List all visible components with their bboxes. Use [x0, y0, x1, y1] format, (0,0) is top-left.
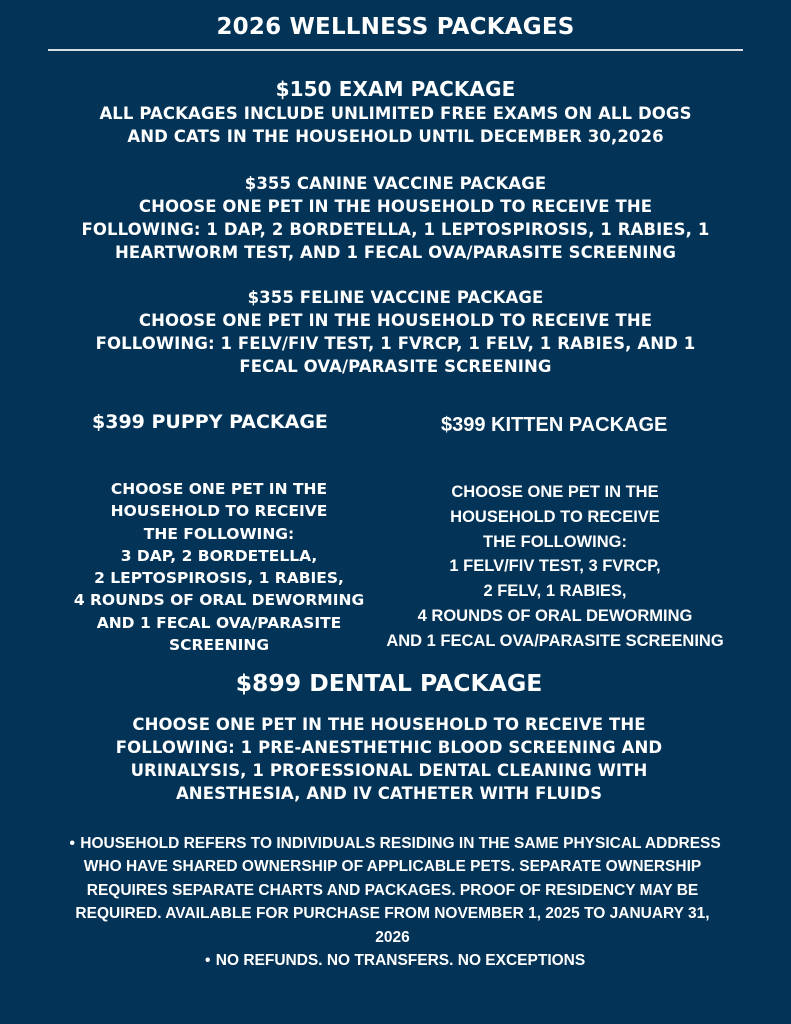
kitten-package-line: 1 FELV/FIV TEST, 3 FVRCP, [449, 557, 661, 576]
feline-package [0, 286, 791, 378]
dental-package-line: CHOOSE ONE PET IN THE HOUSEHOLD TO RECEIVE THE [132, 715, 646, 734]
feline-package-line: FOLLOWING: 1 FELV/FIV TEST, 1 FVRCP, 1 FELV, 1 RABIES, AND 1 [95, 334, 696, 353]
exam-package [0, 76, 791, 148]
bullet-icon: • [205, 952, 211, 970]
puppy-package-line: SCREENING [168, 636, 270, 655]
dental-package-details [0, 713, 778, 805]
dental-package-heading: $899 DENTAL PACKAGE [235, 669, 543, 697]
household-note-line: 2026 [375, 928, 410, 946]
puppy-package-line: 2 LEPTOSPIROSIS, 1 RABIES, [94, 569, 344, 588]
household-note-line [20, 832, 765, 855]
household-note-line: WHO HAVE SHARED OWNERSHIP OF APPLICABLE PETS. SEPARATE OWNERSHIP [83, 858, 702, 876]
bullet-icon: • [69, 835, 75, 852]
puppy-package-line: 3 DAP, 2 BORDETELLA, [120, 546, 318, 565]
dental-package-line: ANESTHESIA, AND IV CATHETER WITH FLUIDS [175, 784, 603, 803]
refunds-note-text: NO REFUNDS. NO TRANSFERS. NO EXCEPTIONS [215, 952, 586, 970]
kitten-package-line: AND 1 FECAL OVA/PARASITE SCREENING [386, 631, 724, 650]
exam-package-line: ALL PACKAGES INCLUDE UNLIMITED FREE EXAMS ON ALL DOGS [99, 104, 692, 123]
feline-package-line: FECAL OVA/PARASITE SCREENING [239, 357, 552, 376]
canine-package-line: FOLLOWING: 1 DAP, 2 BORDETELLA, 1 LEPTOSPIROSIS, 1 RABIES, 1 [81, 220, 710, 239]
household-note-text: HOUSEHOLD REFERS TO INDIVIDUALS RESIDING IN THE SAME PHYSICAL ADDRESS [80, 835, 721, 852]
kitten-package-details [365, 480, 745, 654]
kitten-package-line: HOUSEHOLD TO RECEIVE [450, 507, 660, 526]
puppy-package-line: THE FOLLOWING: [143, 524, 295, 543]
kitten-package-line: CHOOSE ONE PET IN THE [451, 483, 659, 501]
puppy-package-line: CHOOSE ONE PET IN THE [110, 480, 328, 498]
kitten-package-heading: $399 KITTEN PACKAGE [441, 414, 668, 436]
canine-package-heading: $355 CANINE VACCINE PACKAGE [244, 174, 547, 193]
kitten-package-line: THE FOLLOWING: [483, 532, 627, 551]
exam-package-line: AND CATS IN THE HOUSEHOLD UNTIL DECEMBER 30,2026 [127, 127, 664, 146]
dental-package-line: FOLLOWING: 1 PRE-ANESTHETHIC BLOOD SCREENING AND [115, 738, 663, 757]
title-divider [48, 49, 743, 51]
puppy-package-line: 4 ROUNDS OF ORAL DEWORMING [73, 591, 365, 610]
puppy-package-details [56, 478, 382, 656]
feline-package-line: CHOOSE ONE PET IN THE HOUSEHOLD TO RECEIVE THE [138, 311, 653, 330]
exam-package-heading: $150 EXAM PACKAGE [275, 77, 516, 101]
terms-notes [20, 832, 765, 972]
kitten-package-line: 2 FELV, 1 RABIES, [483, 582, 627, 601]
puppy-package-line: AND 1 FECAL OVA/PARASITE [96, 613, 342, 632]
puppy-package-heading: $399 PUPPY PACKAGE [92, 411, 328, 433]
household-note-line: REQUIRES SEPARATE CHARTS AND PACKAGES. PROOF OF RESIDENCY MAY BE [86, 881, 699, 899]
canine-package-line: HEARTWORM TEST, AND 1 FECAL OVA/PARASITE SCREENING [114, 243, 677, 262]
refunds-note-line [20, 949, 765, 972]
canine-package-line: CHOOSE ONE PET IN THE HOUSEHOLD TO RECEIVE THE [138, 197, 653, 216]
household-note-line: REQUIRED. AVAILABLE FOR PURCHASE FROM NOVEMBER 1, 2025 TO JANUARY 31, [75, 905, 710, 923]
puppy-package-line: HOUSEHOLD TO RECEIVE [110, 502, 328, 521]
feline-package-heading: $355 FELINE VACCINE PACKAGE [247, 288, 544, 307]
dental-package-line: URINALYSIS, 1 PROFESSIONAL DENTAL CLEANING WITH [130, 761, 648, 780]
kitten-package-line: 4 ROUNDS OF ORAL DEWORMING [417, 606, 693, 625]
page-title: 2026 WELLNESS PACKAGES [216, 14, 575, 40]
canine-package [0, 172, 791, 264]
